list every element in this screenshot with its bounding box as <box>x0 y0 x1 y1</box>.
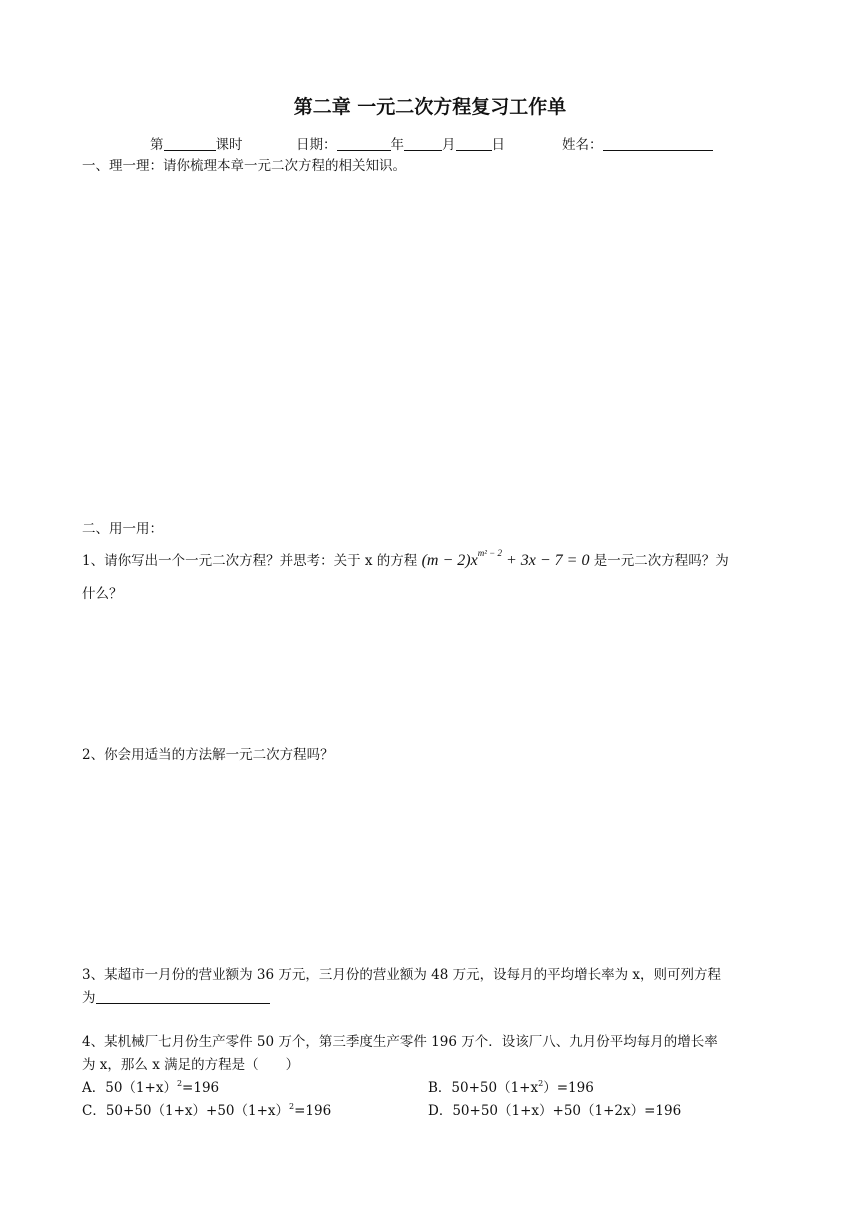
year-blank <box>337 137 391 151</box>
year-label: 年 <box>390 137 404 153</box>
q3-answer-blank <box>96 990 270 1004</box>
option-b-sup: 2 <box>538 1079 544 1088</box>
option-a-text: A．50（1+x） <box>82 1080 177 1096</box>
lesson-blank <box>164 137 216 151</box>
option-c-sup: 2 <box>289 1102 295 1111</box>
date-field <box>296 133 505 153</box>
day-label: 日 <box>491 137 505 153</box>
section1-heading: 一、理一理：请你梳理本章一元二次方程的相关知识。 <box>82 158 406 174</box>
option-a <box>82 1076 219 1096</box>
name-blank <box>603 137 713 151</box>
option-c-end: =196 <box>294 1103 332 1119</box>
q1-equation-exponent: m² − 2 <box>477 548 502 558</box>
option-d-text: D．50+50（1+x）+50（1+2x）=196 <box>428 1103 682 1119</box>
question-2: 2、你会用适当的方法解一元二次方程吗？ <box>82 747 334 763</box>
option-a-end: =196 <box>182 1080 220 1096</box>
q1-text-before: 1、请你写出一个一元二次方程？并思考：关于 x 的方程 <box>82 553 418 569</box>
page-title: 第二章 一元二次方程复习工作单 <box>293 96 567 118</box>
q3-prefix: 为 <box>82 990 96 1006</box>
question-1-line-2: 什么？ <box>82 586 123 602</box>
option-a-sup: 2 <box>176 1079 183 1088</box>
month-blank <box>404 137 442 151</box>
name-field <box>562 133 713 153</box>
q1-equation-rest: + 3x − 7 = 0 <box>501 552 590 569</box>
day-blank <box>456 137 492 151</box>
option-b-text: B．50+50（1+x <box>428 1080 539 1096</box>
option-b <box>428 1076 594 1096</box>
q1-text-after: 是一元二次方程吗？为 <box>593 553 729 569</box>
name-label: 姓名： <box>562 137 603 153</box>
question-4-line-1: 4、某机械厂七月份生产零件 50 万个，第三季度生产零件 196 万个．设该厂八、九月份平均每月的增长率 <box>82 1034 718 1050</box>
question-1 <box>82 548 729 570</box>
question-4-line-2: 为 x，那么 x 满足的方程是（ ） <box>82 1057 300 1073</box>
q1-equation <box>421 548 590 569</box>
date-label: 日期： <box>296 137 337 153</box>
q1-equation-base: (m − 2)x <box>421 552 478 569</box>
section2-heading: 二、用一用： <box>82 521 163 537</box>
lesson-prefix: 第 <box>150 137 164 153</box>
month-label: 月 <box>442 137 456 153</box>
option-c-text: C．50+50（1+x）+50（1+x） <box>82 1103 290 1119</box>
question-3-line-2 <box>82 986 270 1006</box>
lesson-field <box>150 133 243 153</box>
question-3-line-1: 3、某超市一月份的营业额为 36 万元，三月份的营业额为 48 万元，设每月的平均增长率为 x，则可列方程 <box>82 967 722 983</box>
option-c <box>82 1099 331 1119</box>
option-d <box>428 1099 681 1119</box>
lesson-suffix: 课时 <box>215 137 243 153</box>
option-b-end: ）=196 <box>543 1080 594 1096</box>
